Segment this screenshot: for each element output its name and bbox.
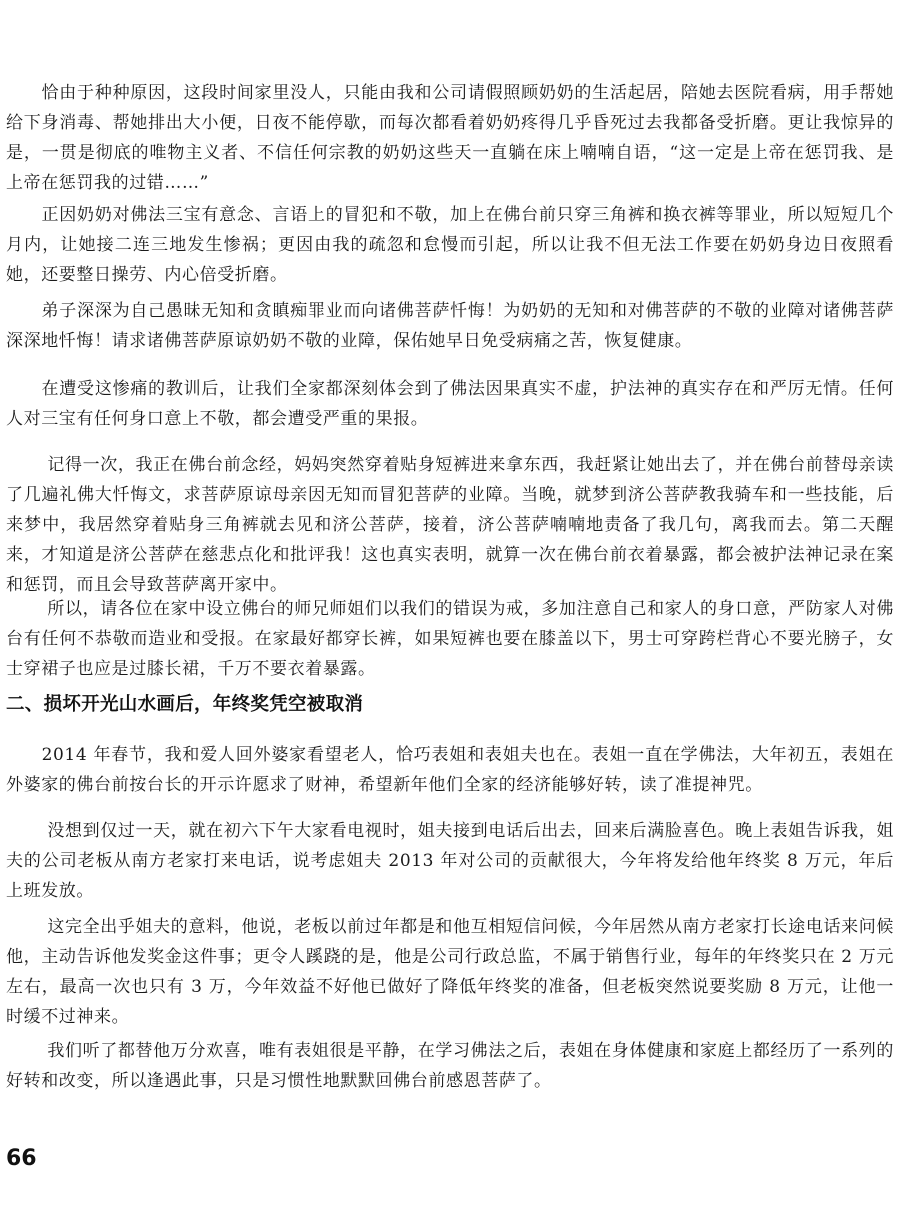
paragraph-bonus-call: 没想到仅过一天，就在初六下午大家看电视时，姐夫接到电话后出去，回来后满脸喜色。晚上表姐告诉我，姐夫的公司老板从南方老家打来电话，说考虑姐夫 2013 年对公司的贡献很大，今年将发给他年终奖 8 万元，年后上班发放。 [6, 821, 894, 901]
page-number: 66 [6, 1146, 37, 1171]
paragraph-jigong-dream: 记得一次，我正在佛台前念经，妈妈突然穿着贴身短裤进来拿东西，我赶紧让她出去了，并在佛台前替母亲读了几遍礼佛大忏悔文，求菩萨原谅母亲因无知而冒犯菩萨的业障。当晚，就梦到济公菩萨教我骑车和一些技能，后来梦中，我居然穿着贴身三角裤就去见和济公菩萨，接着，济公菩萨喃喃地责备了我几句，离我而去。第二天醒来，才知道是济公菩萨在慈悲点化和批评我！这也真实表明，就算一次在佛台前衣着暴露，都会被护法神记录在案和惩罚，而且会导致菩萨离开家中。 [6, 455, 894, 595]
paragraph-advice-dress: 所以，请各位在家中设立佛台的师兄师姐们以我们的错误为戒，多加注意自己和家人的身口意，严防家人对佛台有任何不恭敬而造业和受报。在家最好都穿长裤，如果短裤也要在膝盖以下，男士可穿跨栏背心不要光膀子，女士穿裙子也应是过膝长裙，千万不要衣着暴露。 [6, 599, 894, 679]
paragraph-grandmother-care: 恰由于种种原因，这段时间家里没人，只能由我和公司请假照顾奶奶的生活起居，陪她去医院看病，用手帮她给下身消毒、帮她排出大小便，日夜不能停歇，而每次都看着奶奶疼得几乎昏死过去我都备受折磨。更让我惊异的是，一贯是彻底的唯物主义者、不信任何宗教的奶奶这些天一直躺在床上喃喃自语，“这一定是上帝在惩罚我、是上帝在惩罚我的过错……” [6, 83, 894, 193]
section-heading: 二、损坏开光山水画后，年终奖凭空被取消 [6, 694, 364, 715]
paragraph-unexpected-bonus: 这完全出乎姐夫的意料，他说，老板以前过年都是和他互相短信问候，今年居然从南方老家打长途电话来问候他，主动告诉他发奖金这件事；更令人蹊跷的是，他是公司行政总监，不属于销售行业，每年的年终奖只在 2 万元左右，最高一次也只有 3 万，今年效益不好他已做好了降低年终奖的准备，但老板突然说要奖励 8 万元，让他一时缓不过神来。 [6, 917, 894, 1027]
paragraph-offense-consequence: 正因奶奶对佛法三宝有意念、言语上的冒犯和不敬，加上在佛台前只穿三角裤和换衣裤等罪业，所以短短几个月内，让她接二连三地发生惨祸；更因由我的疏忽和怠慢而引起，所以让我不但无法工作要在奶奶身边日夜照看她，还要整日操劳、内心倍受折磨。 [6, 205, 894, 285]
paragraph-lesson-learned: 在遭受这惨痛的教训后，让我们全家都深刻体会到了佛法因果真实不虚，护法神的真实存在和严厉无情。任何人对三宝有任何身口意上不敬，都会遭受严重的果报。 [6, 379, 894, 429]
paragraph-gratitude: 我们听了都替他万分欢喜，唯有表姐很是平静，在学习佛法之后，表姐在身体健康和家庭上都经历了一系列的好转和改变，所以逢遇此事，只是习惯性地默默回佛台前感恩菩萨了。 [6, 1041, 894, 1091]
paragraph-repentance: 弟子深深为自己愚昧无知和贪瞋痴罪业而向诸佛菩萨忏悔！为奶奶的无知和对佛菩萨的不敬的业障对诸佛菩萨深深地忏悔！请求诸佛菩萨原谅奶奶不敬的业障，保佑她早日免受病痛之苦，恢复健康。 [6, 301, 894, 351]
paragraph-spring-festival: 2014 年春节，我和爱人回外婆家看望老人，恰巧表姐和表姐夫也在。表姐一直在学佛法，大年初五，表姐在外婆家的佛台前按台长的开示许愿求了财神，希望新年他们全家的经济能够好转，读了准提神咒。 [6, 745, 894, 795]
